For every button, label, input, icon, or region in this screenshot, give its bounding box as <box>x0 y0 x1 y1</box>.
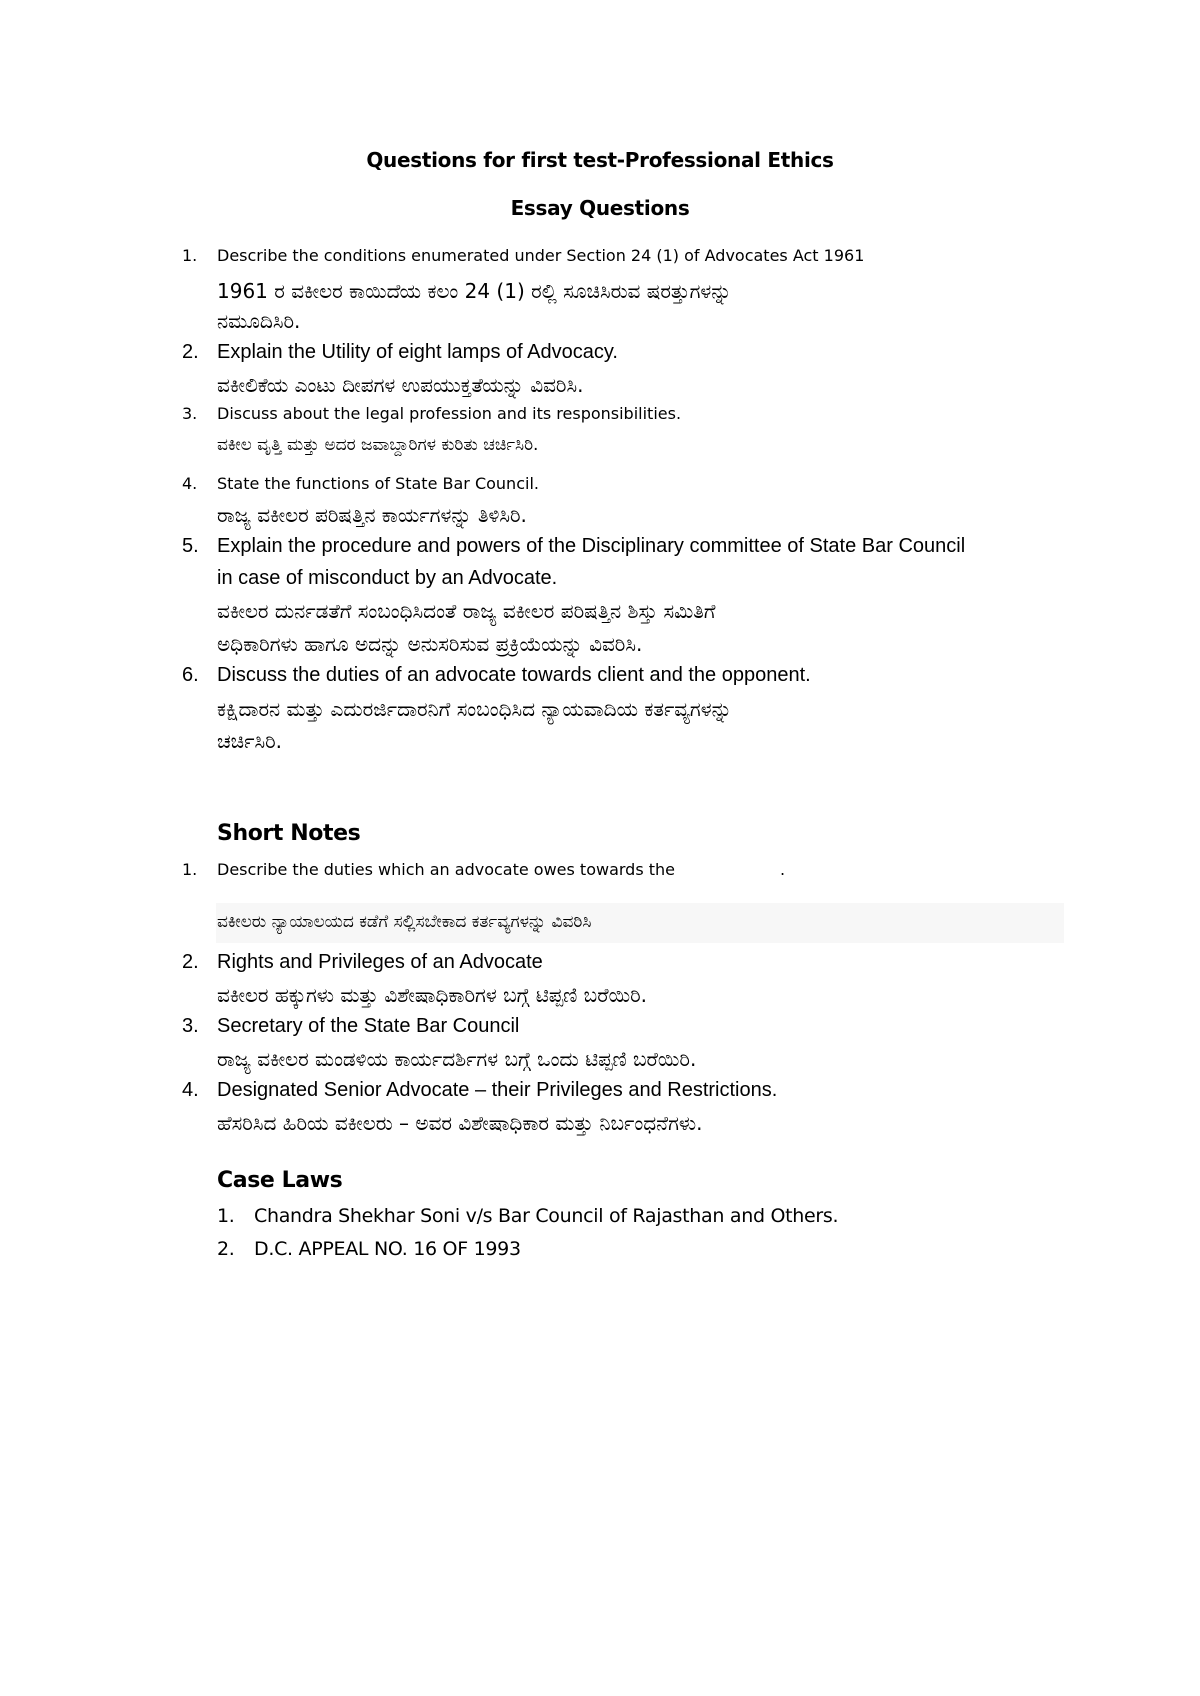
question-number: 3. <box>182 404 198 423</box>
question-text-en: in case of misconduct by an Advocate. <box>217 567 558 589</box>
document-title: Questions for first test-Professional Ethics <box>366 148 834 172</box>
question-number: 6. <box>182 664 199 686</box>
question-text-en: Discuss the duties of an advocate towards client and the opponent. <box>217 664 811 686</box>
note-text-en: Describe the duties which an advocate owes towards the <box>217 860 676 879</box>
note-text-period: . <box>780 860 786 879</box>
case-title: D.C. APPEAL NO. 16 OF 1993 <box>254 1238 521 1260</box>
note-text-kn: ವಕೀಲರು ನ್ಯಾಯಾಲಯದ ಕಡೆಗೆ ಸಲ್ಲಿಸಬೇಕಾದ ಕರ್ತವ್ಯಗಳನ್ನು ವಿವರಿಸಿ <box>217 912 592 932</box>
note-number: 3. <box>182 1015 199 1037</box>
case-title: Chandra Shekhar Soni v/s Bar Council of Rajasthan and Others. <box>254 1205 839 1227</box>
essay-questions-heading: Essay Questions <box>510 196 690 220</box>
question-text-kn: ವಕೀಲರ ದುರ್ನಡತೆಗೆ ಸಂಬಂಧಿಸಿದಂತೆ ರಾಜ್ಯ ವಕೀಲರ ಪರಿಷತ್ತಿನ ಶಿಸ್ತು ಸಮಿತಿಗೆ <box>217 599 716 623</box>
question-number: 1. <box>182 246 198 265</box>
note-text-kn: ವಕೀಲರ ಹಕ್ಕುಗಳು ಮತ್ತು ವಿಶೇಷಾಧಿಕಾರಿಗಳ ಬಗ್ಗೆ ಟಿಪ್ಪಣಿ ಬರೆಯಿರಿ. <box>217 983 647 1007</box>
note-number: 1. <box>182 860 198 879</box>
question-text-kn: ನಮೂದಿಸಿರಿ. <box>217 309 301 333</box>
question-text-en: Describe the conditions enumerated under Section 24 (1) of Advocates Act 1961 <box>217 246 865 265</box>
question-text-en: Explain the Utility of eight lamps of Advocacy. <box>217 341 618 363</box>
question-text-en: State the functions of State Bar Council. <box>217 474 539 493</box>
note-text-en: Rights and Privileges of an Advocate <box>217 951 543 973</box>
question-text-kn: ರಾಜ್ಯ ವಕೀಲರ ಪರಿಷತ್ತಿನ ಕಾರ್ಯಗಳನ್ನು ತಿಳಿಸಿರಿ. <box>217 503 527 527</box>
note-number: 4. <box>182 1079 199 1101</box>
question-text-en: Explain the procedure and powers of the Disciplinary committee of State Bar Council <box>217 535 966 557</box>
note-text-kn: ರಾಜ್ಯ ವಕೀಲರ ಮಂಡಳಿಯ ಕಾರ್ಯದರ್ಶಿಗಳ ಬಗ್ಗೆ ಒಂದು ಟಿಪ್ಪಣಿ ಬರೆಯಿರಿ. <box>217 1047 697 1071</box>
question-text-kn: ವಕೀಲಿಕೆಯ ಎಂಟು ದೀಪಗಳ ಉಪಯುಕ್ತತೆಯನ್ನು ವಿವರಿಸಿ. <box>217 373 584 397</box>
case-number: 2. <box>217 1238 235 1260</box>
case-number: 1. <box>217 1205 235 1227</box>
question-text-kn: ಚರ್ಚಿಸಿರಿ. <box>217 729 282 753</box>
question-number: 4. <box>182 474 198 493</box>
question-text-kn: ವಕೀಲ ವೃತ್ತಿ ಮತ್ತು ಅದರ ಜವಾಬ್ದಾರಿಗಳ ಕುರಿತು ಚರ್ಚಿಸಿರಿ. <box>217 435 539 455</box>
short-notes-heading: Short Notes <box>217 821 361 846</box>
note-number: 2. <box>182 951 199 973</box>
case-laws-heading: Case Laws <box>217 1168 343 1193</box>
note-text-en: Secretary of the State Bar Council <box>217 1015 520 1037</box>
question-text-kn: ಕಕ್ಷಿದಾರನ ಮತ್ತು ಎದುರರ್ಜಿದಾರನಿಗೆ ಸಂಬಂಧಿಸಿದ ನ್ಯಾಯವಾದಿಯ ಕರ್ತವ್ಯಗಳನ್ನು <box>217 697 732 721</box>
question-text-kn: 1961 ರ ವಕೀಲರ ಕಾಯಿದೆಯ ಕಲಂ 24 (1) ರಲ್ಲಿ ಸೂಚಿಸಿರುವ ಷರತ್ತುಗಳನ್ನು <box>217 279 732 303</box>
question-number: 5. <box>182 535 199 557</box>
question-text-kn: ಅಧಿಕಾರಿಗಳು ಹಾಗೂ ಅದನ್ನು ಅನುಸರಿಸುವ ಪ್ರಕ್ರಿಯೆಯನ್ನು ವಿವರಿಸಿ. <box>217 632 643 656</box>
question-number: 2. <box>182 341 199 363</box>
question-text-en: Discuss about the legal profession and its responsibilities. <box>217 404 682 423</box>
note-text-kn: ಹೆಸರಿಸಿದ ಹಿರಿಯ ವಕೀಲರು – ಅವರ ವಿಶೇಷಾಧಿಕಾರ ಮತ್ತು ನಿರ್ಬಂಧನೆಗಳು. <box>217 1111 703 1135</box>
note-text-en: Designated Senior Advocate – their Privileges and Restrictions. <box>217 1079 778 1101</box>
